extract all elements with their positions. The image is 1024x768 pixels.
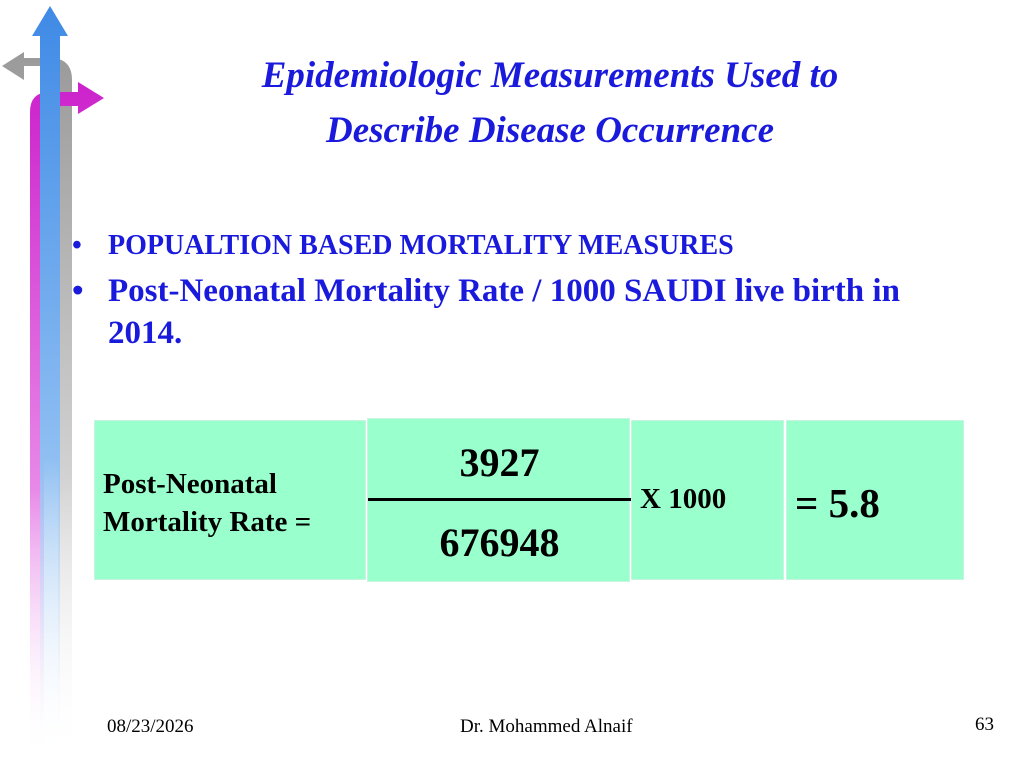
- multiplier-box: [631, 420, 784, 580]
- formula-label-box: [94, 420, 366, 580]
- bullet-text: Post-Neonatal Mortality Rate / 1000 SAUDI live birth in 2014.: [108, 273, 900, 351]
- slide-title: [150, 48, 950, 158]
- title-line-2: Describe Disease Occurrence: [326, 110, 774, 151]
- numerator: 3927: [459, 440, 540, 485]
- footer-date: 08/23/2026: [107, 716, 194, 737]
- denominator: 676948: [439, 520, 560, 565]
- formula-label-line-1: Post-Neonatal: [103, 468, 277, 500]
- bullet-item: [72, 228, 972, 264]
- bullet-marker: •: [72, 273, 84, 309]
- decorative-arrows: [0, 0, 110, 768]
- formula-label-line-2: Mortality Rate =: [103, 506, 312, 538]
- multiplier: X 1000: [640, 483, 727, 515]
- page-number: 63: [975, 714, 994, 735]
- fraction-box: [367, 418, 630, 582]
- bullet-text: POPUALTION BASED MORTALITY MEASURES: [108, 230, 734, 261]
- bullet-marker: •: [72, 230, 82, 261]
- bullet-item: [72, 270, 972, 354]
- footer-author: Dr. Mohammed Alnaif: [460, 716, 633, 737]
- fraction-line: [368, 498, 632, 501]
- result-box: [786, 420, 964, 580]
- title-line-1: Epidemiologic Measurements Used to: [261, 55, 839, 96]
- result-value: = 5.8: [795, 480, 880, 526]
- bullet-list: [72, 228, 972, 354]
